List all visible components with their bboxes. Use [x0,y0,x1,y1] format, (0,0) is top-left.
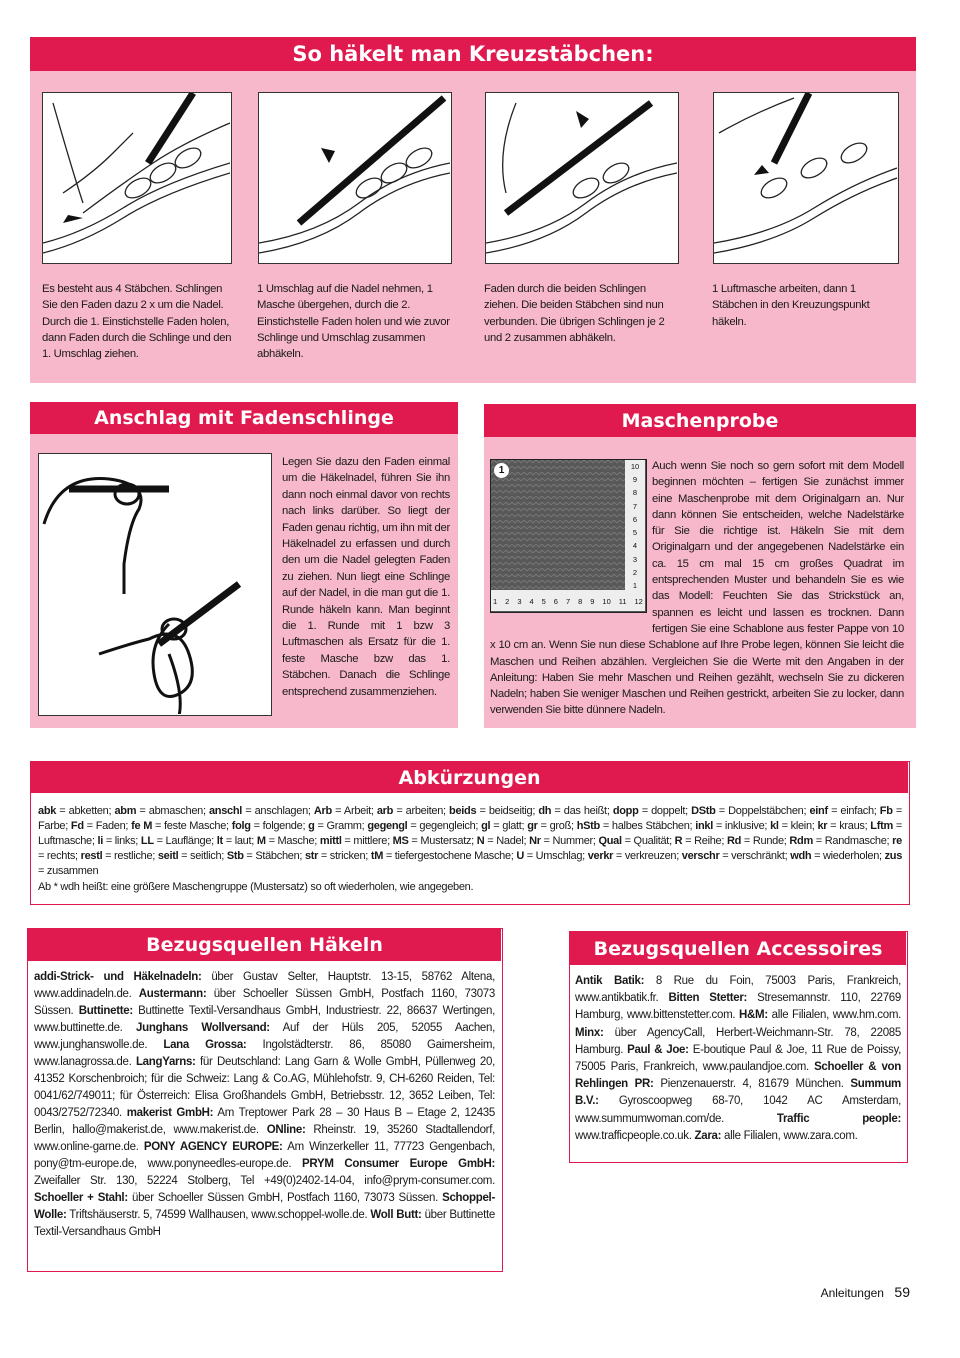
abk-item [158,850,227,862]
abk-term: abm [114,805,137,817]
abk-item [538,805,612,817]
ruler-side-tick: 2 [632,567,638,577]
accessoires-entry-name: Bitten Stetter: [668,992,748,1005]
ruler-bottom-tick: 8 [578,596,583,606]
abk-item [809,805,879,817]
haekeln-entry-details: über Buttinette Textil-Versandhaus GmbH [34,1209,495,1238]
haekeln-entry-name: LangYarns: [135,1056,196,1068]
abk-term: lt [216,835,223,847]
maschenprobe-text [490,458,904,719]
abk-meaning: = arbeiten; [393,805,450,817]
accessoires-entry [739,1009,901,1021]
abk-item [613,805,691,817]
ruler-side-tick: 8 [632,488,638,498]
abk-item [227,850,305,862]
abk-term: Nr [529,835,541,847]
accessoires-title: Bezugsquellen Accessoires [570,932,906,965]
ruler-bottom-tick: 11 [618,596,627,606]
kreuz-figure-3 [485,92,679,264]
abk-meaning: = folgende; [250,820,309,832]
haekeln-entry-name: makerist GmbH: [126,1107,214,1119]
haekeln-entry-details: über Schoeller Süssen GmbH, Postfach 1160, 73073 Süssen. [34,988,495,1017]
abk-item [393,835,477,847]
anschlag-title: Anschlag mit Fadenschlinge [30,402,458,434]
anschlag-figure [38,453,272,716]
abk-meaning: = links; [102,835,141,847]
ruler-side-tick: 4 [632,541,638,551]
abk-list [38,804,902,879]
accessoires-entry-name: Antik Batik: [575,975,645,987]
abk-item [691,805,809,817]
haekeln-entry [34,1192,442,1204]
accessoires-entry [695,1130,858,1142]
haekeln-entry-name: Buttinette: [78,1005,133,1017]
ruler-bottom-tick: 12 [634,596,643,606]
haekeln-entry-name: PONY AGENCY EUROPE: [143,1141,283,1153]
ruler-side-tick: 6 [632,514,638,524]
abk-item [481,820,527,832]
abk-term: Qual [598,835,622,847]
abk-term: dopp [612,805,639,817]
abk-term: str [304,850,319,862]
abk-meaning: = Faden; [83,820,132,832]
abk-meaning: = groß; [537,820,577,832]
abk-item [71,820,131,832]
haekeln-list [34,969,495,1241]
abk-item [131,820,232,832]
kreuz-step-4: 1 Luftmasche arbeiten, dann 1 Stäbchen in den Kreuzungspunkt häkeln. [712,283,870,328]
abk-meaning: = Arbeit; [331,805,377,817]
accessoires-entry-details: alle Filialen, www.zara.com. [721,1129,858,1142]
abk-term: g [308,820,315,832]
abk-meaning: = einfach; [827,805,880,817]
abk-item [527,820,576,832]
abk-meaning: = gegengleich; [407,820,482,832]
abk-item [599,835,675,847]
abk-term: Rdm [789,835,813,847]
abk-item [141,835,217,847]
kreuz-figure-4 [713,92,899,264]
accessoires-list [575,973,901,1145]
ruler-side-tick: 9 [632,475,638,485]
ruler-side-tick: 3 [632,554,638,564]
abk-term: Fd [70,820,84,832]
abk-meaning: = feste Masche; [152,820,232,832]
abk-term: wdh [790,850,812,862]
abk-term: gegengl [367,820,408,832]
abk-term: seitl [157,850,179,862]
abk-item [371,850,516,862]
abk-item [695,820,770,832]
abk-item [320,835,393,847]
abk-item [516,850,587,862]
abk-item [682,850,790,862]
abk-term: beids [449,805,477,817]
abk-meaning: = abmaschen; [136,805,209,817]
abk-item [217,835,257,847]
haekeln-entry-details: Triftshäuserstr. 5, 74599 Wallhausen, www.schoppel-wolle.de. [66,1209,371,1221]
haekeln-entry-details: Am Winzerkeller 11, 77723 Gengenbach, pony@tm-europe.de, www.ponyneedles-europe.de. [34,1141,495,1170]
abk-term: re [892,835,902,847]
accessoires-entry-details: Stresemannstr. 110, 22769 Hamburg, www.bittenstetter.com. [575,992,902,1022]
abk-item [790,850,884,862]
abk-term: kr [817,820,828,832]
abk-item [114,805,208,817]
abk-note: Ab * wdh heißt: eine größere Maschengruppe (Mustersatz) so oft wiederholen, wie angegeben. [38,881,474,893]
abk-item [529,835,598,847]
haekeln-title: Bezugsquellen Häkeln [28,929,501,961]
kreuz-step-2: 1 Umschlag auf die Nadel nehmen, 1 Masche übergehen, durch die 2. Einstichstelle Faden holen und wie zuvor Schlinge und Umschlag zusammen abhäkeln. [257,283,450,361]
abk-term: LL [140,835,154,847]
accessoires-entry-details: alle Filialen, www.hm.com. [767,1009,901,1022]
abk-item [577,820,696,832]
abk-term: mittl [319,835,342,847]
abk-term: einf [809,805,828,817]
abk-meaning: = tiefergestochene Masche; [383,850,517,862]
abk-meaning: = klein; [778,820,818,832]
abk-meaning: = seitlich; [178,850,227,862]
abk-meaning: = zusammen [38,865,99,877]
anschlag-section [30,402,458,728]
figure-number-badge: 1 [494,463,509,478]
abk-meaning: = Farbe; [38,805,903,832]
kreuz-section [30,37,916,383]
page-number: 59 [894,1284,910,1300]
abk-term: inkl [695,820,713,832]
abk-term: M [256,835,266,847]
float-spacer [490,458,652,635]
ruler-bottom-tick: 10 [602,596,611,606]
haekeln-entry-name: ONline: [266,1124,306,1136]
abk-meaning: = Lauflänge; [153,835,217,847]
abk-meaning: = Qualität; [621,835,675,847]
haekeln-entry-name: addi-Strick- und Häkelnadeln: [34,971,202,983]
abk-term: tM [370,850,384,862]
abk-item [675,835,727,847]
accessoires-entry-name: Paul & Joe: [627,1043,689,1056]
abk-item [308,820,367,832]
abk-meaning: = Mustersatz; [408,835,477,847]
abk-item [314,805,377,817]
ruler-bottom-tick: 2 [505,596,510,606]
ruler-side-tick: 7 [632,501,638,511]
ruler-side-tick: 1 [632,580,638,590]
abk-meaning: = inklusive; [712,820,771,832]
kreuz-step-3: Faden durch die beiden Schlingen ziehen. Die beiden Stäbchen sind nun verbunden. Die übrigen Schlingen je 2 und 2 zusammen abhäkeln. [484,283,665,344]
abk-meaning: = kraus; [827,820,871,832]
abk-term: li [97,835,103,847]
ruler-bottom-tick: 3 [517,596,522,606]
abk-term: Fb [879,805,893,817]
abk-item [770,820,817,832]
abk-meaning: = Nadel; [484,835,530,847]
kreuz-title: So häkelt man Kreuzstäbchen: [30,37,916,71]
abk-meaning: = Doppelstäbchen; [715,805,810,817]
haekeln-entry-name: Junghans Wollversand: [136,1022,270,1034]
ruler-bottom-tick: 9 [590,596,595,606]
abk-item [81,850,158,862]
abk-term: Arb [313,805,332,817]
abk-term: zus [884,850,903,862]
accessoires-entry-name: Zara: [694,1129,722,1142]
abk-item [209,805,314,817]
abk-item [377,805,449,817]
abk-term: Lftm [870,820,893,832]
abk-meaning: = halbes Stäbchen; [599,820,696,832]
abk-meaning: = mittlere; [341,835,393,847]
footer [790,1284,910,1304]
abk-meaning: = Masche; [265,835,320,847]
abk-meaning: = laut; [222,835,257,847]
anschlag-text: Legen Sie dazu den Faden einmal um die Häkelnadel, führen Sie ihn dann noch einmal davor von rechts nach links darüber. So liegt der Faden genau richtig, um ihn mit der Häkelnadel zu erfassen und durch den um die Nadel gelegten Faden zu ziehen. Nun liegt eine Schlinge auf der Nadel, in die man gut die 1. Runde häkeln kann. Man beginnt die 1. Runde mit 1 bzw 3 Luftmaschen als Ersatz für die 1. feste Masche bzw das 1. Stäbchen. Danach die Schlinge entsprechend zusammenziehen. [282,456,450,698]
abk-meaning: = stricken; [318,850,371,862]
abk-term: folg [231,820,251,832]
haekeln-entry-details: über Gustav Selter, Hauptstr. 13-15, 58762 Altena, www.addinadeln.de. [34,971,495,1000]
haekeln-entry-details: Ingolstädterstr. 86, 85080 Gaimersheim, www.lanagrossa.de. [34,1039,496,1068]
ruler-bottom-tick: 7 [565,596,571,606]
ruler-bottom-tick: 4 [529,596,534,606]
abk-meaning: = verkreuzen; [613,850,682,862]
abk-term: R [674,835,683,847]
abk-meaning: = restliche; [102,850,158,862]
abk-term: hStb [576,820,600,832]
accessoires-entry-details: über AgencyCall, Herbert-Weichmann-Str. 78, 22085 Hamburg. [575,1026,901,1056]
haekeln-entry-name: Woll Butt: [370,1209,422,1221]
haekeln-entry-details: für Deutschland: Lang Garn & Wolle GmbH, Püllenweg 20, 41352 Korschenbroich; für die Schweiz: Lang & Co.AG, Mühlehofstr. 9, CH-6260 Reiden, Tel: 0041/62/749011; für Österreich: Elisa Großhandels GmbH, Betriebsstr. 12, 3652 Leiben, Tel: 0043/2752/72340. [34,1056,496,1119]
abk-term: abk [38,805,57,817]
haekeln-entry-name: Schoppel-Wolle: [34,1192,495,1221]
abk-meaning: = Nummer; [540,835,599,847]
abk-item [727,835,789,847]
abk-item [817,820,870,832]
abk-meaning: = abketten; [56,805,115,817]
accessoires-entry-details: 8 Rue du Foin, 75003 Paris, Frankreich, www.antikbatik.fr. [575,975,902,1005]
haekeln-entry-details: Auf der Hüls 205, 52055 Aachen, www.junghanswolle.de. [34,1022,495,1051]
ruler-bottom-tick: 6 [553,596,558,606]
abk-term: verkr [587,850,614,862]
abk-meaning: = verschränkt; [719,850,791,862]
abk-term: dh [538,805,552,817]
abk-item [588,850,682,862]
abk-item [97,835,140,847]
abk-term: DStb [691,805,716,817]
abk-term: U [516,850,524,862]
abk-meaning: = beidseitig; [476,805,539,817]
abk-term: gl [481,820,491,832]
ruler-bottom-tick: 1 [493,596,498,606]
abk-meaning: = Gramm; [314,820,368,832]
abk-term: restl [80,850,103,862]
accessoires-entry-details: Gyroscoopweg 68-70, 1042 AC Amsterdam, www.summumwoman.com/de. [575,1095,901,1125]
ruler-side-tick: 10 [630,462,640,471]
abk-term: Rd [726,835,742,847]
abk-meaning: = das heißt; [551,805,613,817]
haekeln-entry-name: Lana Grossa: [163,1039,247,1051]
abk-item [38,805,114,817]
accessoires-entry-name: Minx: [575,1026,604,1039]
accessoires-entry-name: Summum B.V.: [575,1078,901,1108]
abk-item [367,820,481,832]
abk-term: anschl [208,805,243,817]
haekeln-entry-details: über Schoeller Süssen GmbH, Postfach 1160, 73073 Süssen. [127,1192,443,1204]
abk-meaning: = Stäbchen; [243,850,305,862]
accessoires-entry-name: Traffic people: [776,1112,901,1125]
accessoires-entry-details: www.trafficpeople.co.uk. [575,1129,695,1142]
accessoires-entry-details: E-boutique Paul & Joe, 11 Rue de Poissy, 75005 Paris, Frankreich, www.paulandjoe.com. [575,1043,901,1074]
haekeln-entry-details: Rheinstr. 19, 35260 Stadtallendorf, www.online-garne.de. [34,1124,495,1153]
abk-section [30,761,910,905]
haekeln-entry-details: Buttinette Textil-Versandhaus GmbH, Industriestr. 22, 86637 Wertingen, www.buttinette.de. [34,1005,496,1034]
abk-item [305,850,371,862]
ruler-side-tick: 5 [632,528,638,538]
abk-meaning: = Umschlag; [523,850,588,862]
abk-term: arb [376,805,394,817]
footer-section: Anleitungen [820,1286,884,1300]
kreuz-figure-1 [42,92,232,264]
kreuz-figure-2 [258,92,452,264]
abk-meaning: = glatt; [490,820,528,832]
abk-meaning: = Randmasche; [812,835,893,847]
haekeln-entry-details: Am Treptower Park 28 – 30 Haus B – Etage 2, 12435 Berlin, hallo@makerist.de, www.makerist.de. [34,1107,495,1136]
abk-meaning: = wiederholen; [811,850,885,862]
maschenprobe-section [484,404,916,728]
abk-term: kl [770,820,779,832]
abk-item [449,805,538,817]
abk-meaning: = doppelt; [638,805,692,817]
abk-item [477,835,529,847]
abk-item [257,835,320,847]
kreuz-step-1: Es besteht aus 4 Stäbchen. Schlingen Sie den Faden dazu 2 x um die Nadel. Durch die 1. Einstichstelle Faden holen, dann Faden durch die Schlinge und den 1. Umschlag ziehen. [42,283,232,361]
abk-meaning: = rechts; [38,850,81,862]
accessoires-entry-details: Pienzenauerstr. 4, 81679 München. [653,1078,851,1091]
haekeln-entry-name: Schoeller + Stahl: [34,1192,128,1204]
abk-meaning: = anschlagen; [242,805,314,817]
abk-term: gr [527,820,538,832]
abk-item [232,820,308,832]
accessoires-entry-name: H&M: [739,1009,768,1022]
abk-term: fe M [131,820,153,832]
abk-title: Abkürzungen [31,762,908,793]
haekeln-entry-details: Zweifaller Str. 130, 52224 Stolberg, Tel +49(0)2402-14-04, info@prym-consumer.com. [34,1175,495,1187]
abk-meaning: = Reihe; [682,835,727,847]
abk-term: verschr [681,850,720,862]
abk-meaning: = Luftmasche; [38,820,902,847]
ruler-bottom-tick: 5 [541,596,546,606]
abk-meaning: = Runde; [741,835,790,847]
maschenprobe-title: Maschenprobe [484,404,916,437]
haekeln-entry-name: PRYM Consumer Europe GmbH: [302,1158,496,1170]
accessoires-entry-name: Schoeller & von Rehlingen PR: [575,1061,901,1091]
abk-term: MS [392,835,409,847]
haekeln-section [27,928,503,1272]
accessoires-section [569,931,908,1163]
abk-term: N [476,835,485,847]
maschenprobe-body: Auch wenn Sie noch so gern sofort mit dem Modell beginnen möchten – fertigen Sie zunächst immer eine Maschenprobe mit dem Originalgarn an. Nur dann können Sie entscheiden, welche Nadelstärke für Sie die richtige ist. Häkeln Sie mit dem Originalgarn und der angegebenen Nadelstärke ein ca. 15 cm mal 15 cm großes Quadrat im entsprechenden Muster und behandeln Sie es wie das Modell: Feuchten Sie das Strickstück an, spannen es leicht und lassen es trocknen. Dann fertigen Sie eine Schablone aus fester Pappe von 10 x 10 cm an. Wenn Sie nun diese Schablone auf Ihre Probe legen, können Sie leicht die Maschen und Reihen abzählen. Vergleichen Sie die Werte mit den Angaben in der Anleitung: Haben Sie mehr Maschen und Reihen gezählt, wechseln Sie zu dickeren Nadeln; haben Sie weniger Maschen und Reihen gestrickt, arbeiten Sie zu locker, dann verwenden Sie bitte dünnere Nadeln. [490,460,904,717]
abk-item [789,835,892,847]
haekeln-entry-name: Austermann: [138,988,207,1000]
abk-term: Stb [226,850,244,862]
